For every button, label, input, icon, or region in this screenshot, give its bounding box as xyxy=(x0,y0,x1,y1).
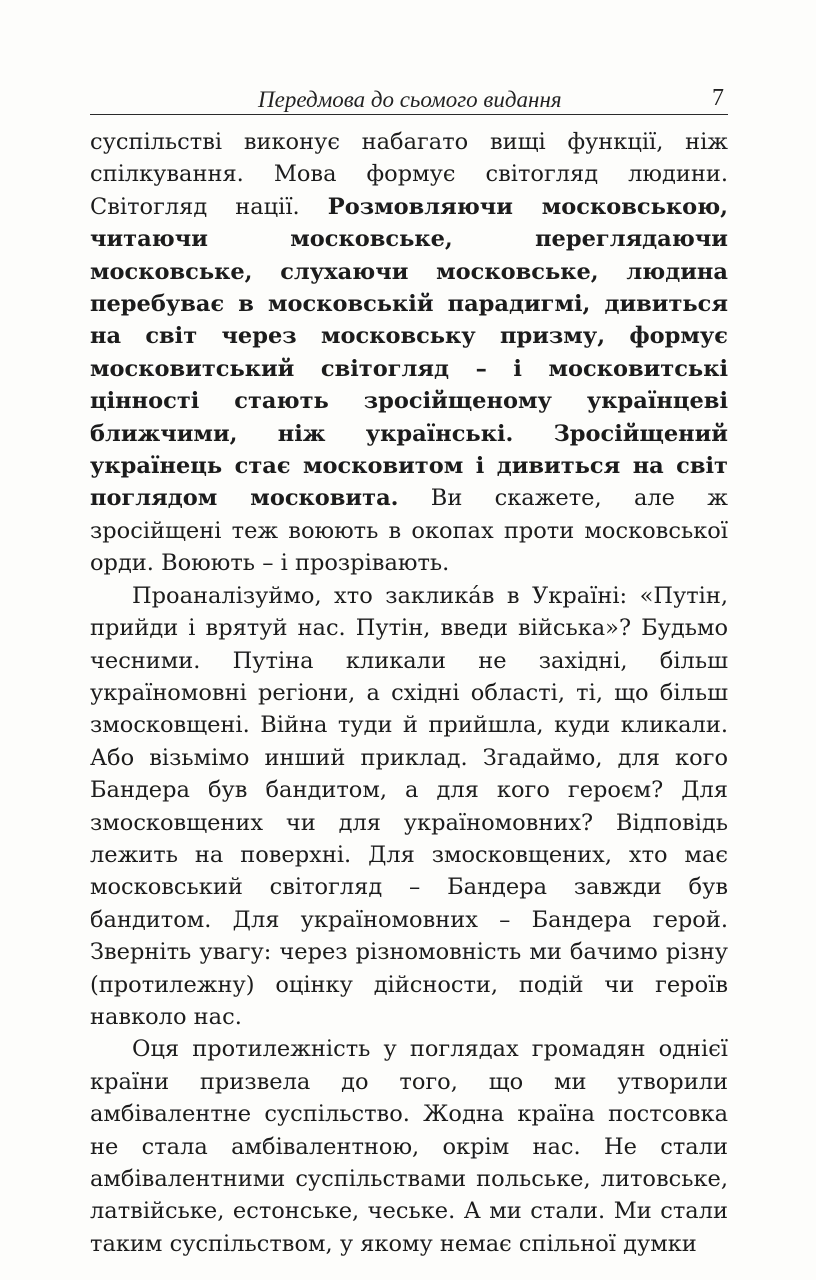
page-number: 7 xyxy=(712,85,724,111)
paragraph-2: Проаналізуймо, хто закликáв в Україні: «Путін, прийди і врятуй нас. Путін, введи війська»? Будьмо чесними. Путіна кликали не західні, більш україномовні регіони, а східні області, ті, що більш змосковщені. Війна туди й прийшла, куди кликали. Або візьмімо инший приклад. Згадаймо, для кого Бандера був бандитом, а для кого героєм? Для змосковщених чи для україномовних? Відповідь лежить на поверхні. Для змосковщених, хто має московський світогляд – Бандера завжди був бандитом. Для україномовних – Бандера герой. Зверніть увагу: через різномовність ми бачимо різну (протилежну) оцінку дійсности, подій чи героїв навколо нас. xyxy=(90,582,728,1030)
paragraph-1-lead: суспільстві виконує набагато вищі функції, ніж спілкування. Мова формує світогляд людини. Світогляд нації. xyxy=(90,129,728,220)
paragraph-1-bold: Розмовляючи московською, читаючи московське, переглядаючи московське, слухаючи московське, людина перебуває в московській парадигмі, дивиться на світ через московську призму, формує московитський світогляд – і московитські цінності стають зросійщеному українцеві ближчими, ніж українські. Зросійщений українець стає московитом і дивиться на світ поглядом московита. xyxy=(90,193,728,512)
paragraph-1-tail: Ви скажете, але ж зросійщені теж воюють в окопах проти московської орди. Воюють – і прозрівають. xyxy=(90,485,728,577)
running-header xyxy=(90,84,728,115)
paragraph-3: Оця протилежність у поглядах громадян однієї країни призвела до того, що ми утворили амбівалентне суспільство. Жодна країна постсовка не стала амбівалентною, окрім нас. Не стали амбівалентними суспільствами польське, литовське, латвійське, естонське, чеське. А ми стали. Ми стали таким суспільством, у якому немає спільної думки xyxy=(90,1036,728,1257)
running-title: Передмова до сьомого видання xyxy=(258,87,562,112)
paragraph-1 xyxy=(90,126,728,580)
body-text xyxy=(90,126,728,1260)
